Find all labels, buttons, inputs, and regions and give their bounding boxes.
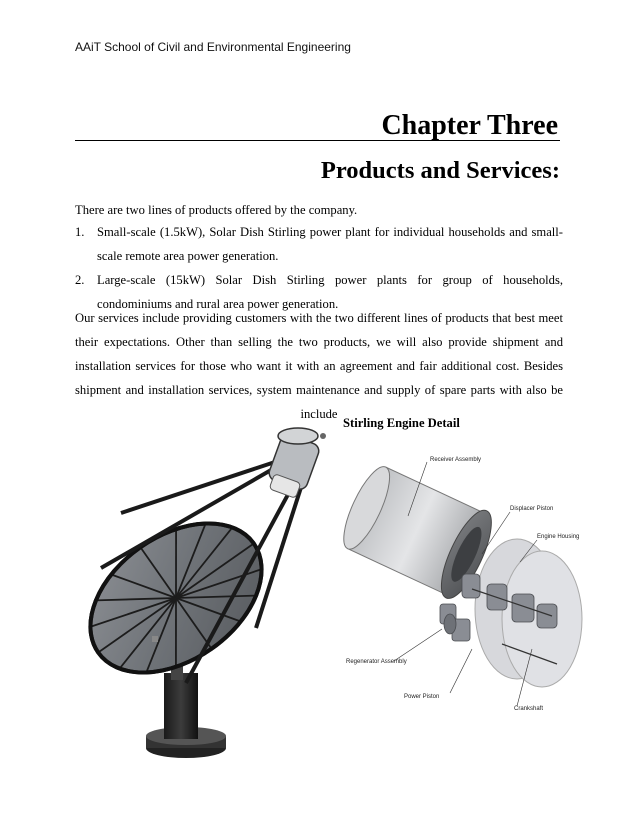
label-crankshaft: Crankshaft [514, 706, 544, 712]
intro-text: There are two lines of products offered by the company. [75, 203, 358, 217]
label-engine-housing: Engine Housing [537, 534, 580, 540]
running-header: AAiT School of Civil and Environmental Engineering [75, 40, 351, 54]
list-item-number: 2. [75, 273, 85, 287]
chapter-rule [75, 140, 560, 141]
figure-caption: Stirling Engine Detail [343, 416, 460, 430]
product-list [75, 220, 563, 316]
label-regenerator-assembly: Regenerator Assembly [346, 659, 407, 665]
section-title: Products and Services: [320, 157, 560, 184]
list-item [75, 220, 563, 268]
list-item-number: 1. [75, 225, 85, 239]
label-displacer-piston: Displacer Piston [510, 506, 554, 512]
services-paragraph: Our services include providing customers with the two different lines of products that best meet their expectations. Other than selling the two products, we will also provide shipment and installation services for those who want it with an agreement and fair additional cost. Besides shipment and installation services, system maintenance and supply of spare parts with also be include [75, 311, 563, 421]
stirling-engine-image [342, 444, 592, 712]
list-item-text: Large-scale (15kW) Solar Dish Stirling power plants for group of households, condominiums and rural area power generation. [97, 273, 563, 311]
label-power-piston: Power Piston [404, 694, 440, 700]
chapter-title: Chapter Three [381, 110, 558, 141]
list-item-text: Small-scale (1.5kW), Solar Dish Stirling power plant for individual households and small-scale remote area power generation. [97, 225, 563, 263]
label-receiver-assembly: Receiver Assembly [430, 457, 482, 463]
solar-dish-image [76, 418, 338, 764]
